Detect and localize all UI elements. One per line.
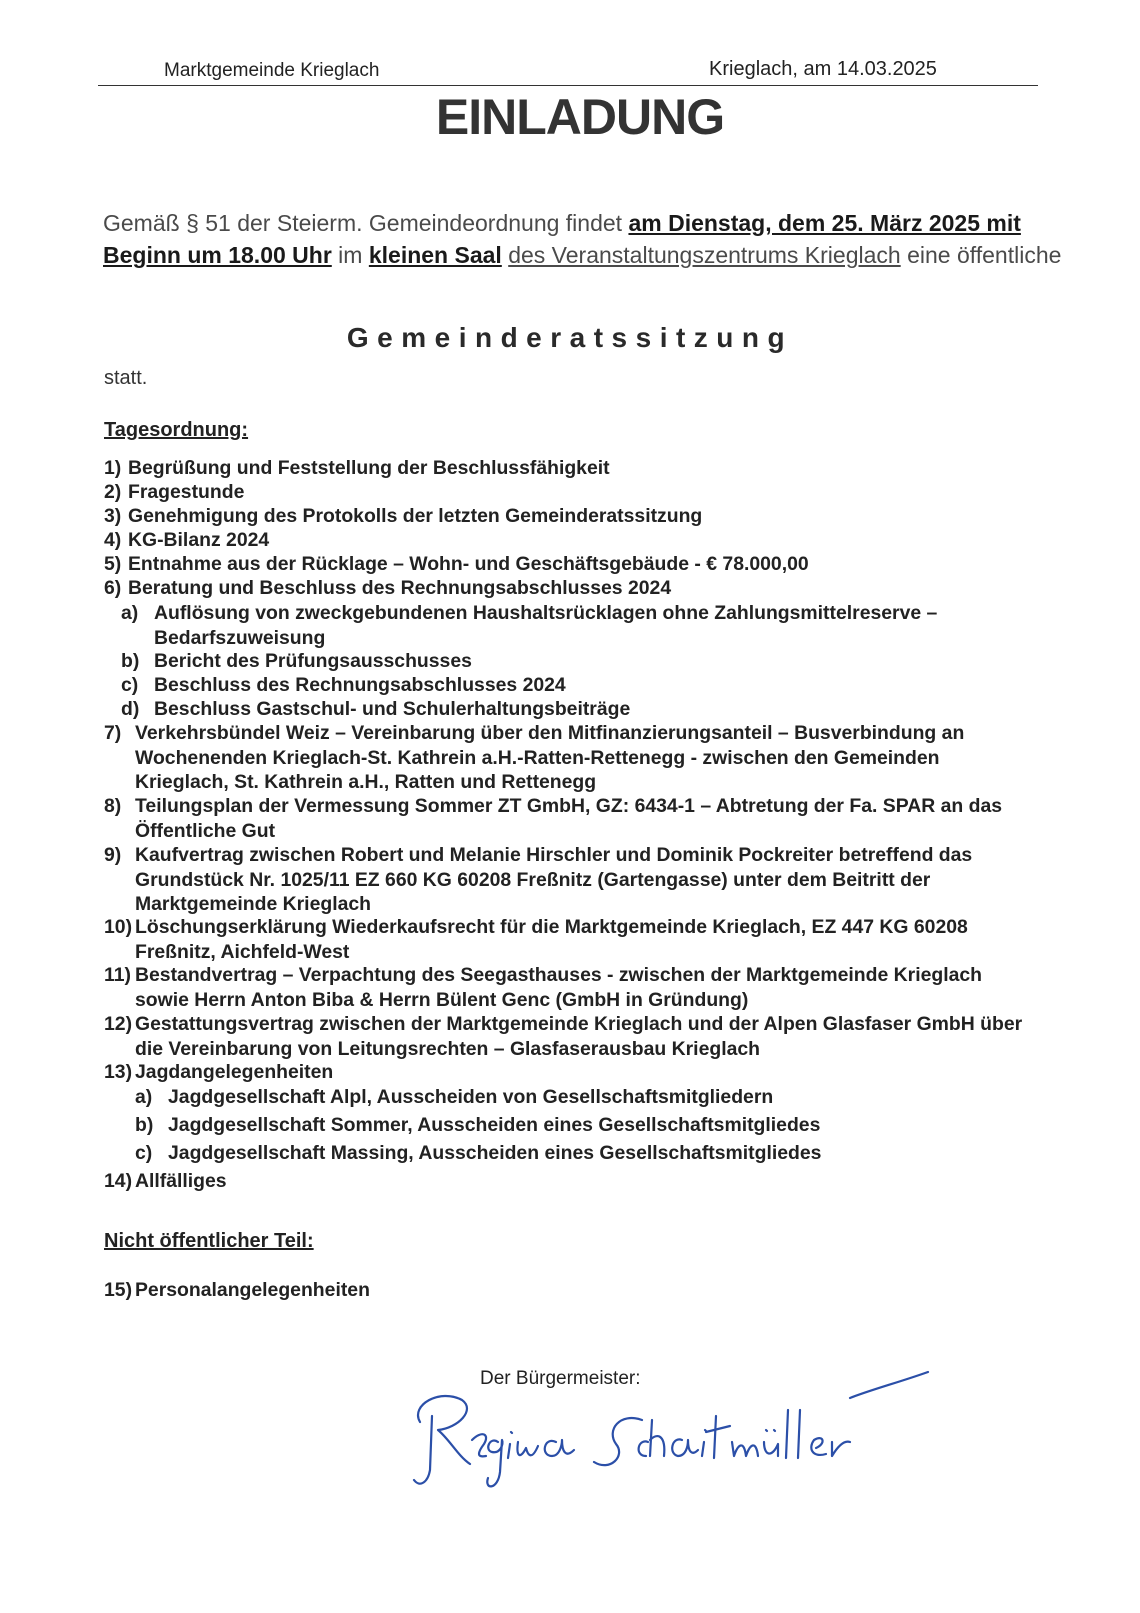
agenda-item-text: Beschluss Gastschul- und Schulerhaltungsbeiträge: [154, 698, 631, 720]
agenda-item-text: Begrüßung und Feststellung der Beschlussfähigkeit: [128, 457, 610, 479]
agenda-item-text: Jagdgesellschaft Sommer, Ausscheiden eines Gesellschaftsmitgliedes: [168, 1114, 821, 1136]
agenda-item-text: die Vereinbarung von Leitungsrechten – Glasfaserausbau Krieglach: [135, 1037, 760, 1060]
agenda-item-text: Bedarfszuweisung: [154, 626, 326, 649]
agenda-item-text: Jagdangelegenheiten: [135, 1061, 334, 1083]
meeting-venue: des Veranstaltungszentrums Krieglach: [508, 242, 901, 268]
agenda-item-text: Bericht des Prüfungsausschusses: [154, 650, 472, 672]
agenda-item-number: b): [121, 650, 140, 672]
agenda-item-text: Fragestunde: [128, 481, 245, 503]
intro-paragraph: [103, 207, 1063, 271]
intro-text-2: im: [331, 242, 369, 268]
agenda-item-text: Genehmigung des Protokolls der letzten Gemeinderatssitzung: [128, 505, 703, 527]
municipality-name: Marktgemeinde Krieglach: [164, 60, 380, 81]
agenda-item-text: Jagdgesellschaft Massing, Ausscheiden eines Gesellschaftsmitgliedes: [168, 1142, 822, 1164]
session-title: Gemeinderatssitzung: [346, 322, 794, 353]
agenda-item-text: Allfälliges: [135, 1170, 227, 1192]
non-public-heading: Nicht öffentlicher Teil:: [104, 1230, 314, 1252]
agenda-item-text: Öffentliche Gut: [135, 819, 276, 842]
meeting-date-time: am Dienstag, dem 25. März 2025 mit Beginn um 18.00 Uhr: [103, 210, 1021, 268]
agenda-item-number: 5): [104, 553, 122, 575]
agenda-item-text: Beratung und Beschluss des Rechnungsabschlusses 2024: [128, 577, 672, 599]
agenda-item-number: 8): [104, 795, 122, 817]
agenda-item-text: Entnahme aus der Rücklage – Wohn- und Geschäftsgebäude - € 78.000,00: [128, 553, 809, 575]
agenda-item-text: Jagdgesellschaft Alpl, Ausscheiden von Gesellschaftsmitgliedern: [168, 1086, 774, 1108]
agenda-item-text: Teilungsplan der Vermessung Sommer ZT GmbH, GZ: 6434-1 – Abtretung der Fa. SPAR an das: [135, 795, 1003, 817]
agenda-item-text: Marktgemeinde Krieglach: [135, 893, 371, 915]
agenda-item-text: sowie Herrn Anton Biba & Herrn Bülent Genc (GmbH in Gründung): [135, 988, 749, 1011]
place-date: Krieglach, am 14.03.2025: [709, 58, 937, 80]
agenda-item-number: b): [135, 1114, 154, 1136]
agenda-item-number: 11): [104, 964, 131, 986]
agenda-item-number: a): [121, 602, 139, 624]
meeting-room: kleinen Saal: [368, 242, 502, 268]
agenda-item-number: d): [121, 698, 140, 720]
agenda-item-number: 9): [104, 844, 122, 866]
agenda-item-text: Verkehrsbündel Weiz – Vereinbarung über den Mitfinanzierungsanteil – Busverbindung an: [135, 722, 965, 744]
signature-strokes: [414, 1372, 928, 1486]
signature-label: Der Bürgermeister:: [480, 1368, 641, 1389]
agenda-item-number: c): [121, 674, 139, 696]
agenda-item-text: Bestandvertrag – Verpachtung des Seegasthauses - zwischen der Marktgemeinde Krieglach: [135, 964, 983, 986]
agenda-item-number: 6): [104, 577, 122, 599]
agenda-item-number: 2): [104, 481, 122, 503]
agenda-item-number: 13): [104, 1061, 133, 1083]
agenda-heading: Tagesordnung:: [104, 419, 249, 441]
statt-text: statt.: [104, 367, 148, 389]
agenda-item-text: Löschungserklärung Wiederkaufsrecht für die Marktgemeinde Krieglach, EZ 447 KG 60208: [135, 916, 968, 938]
agenda-item-text: Beschluss des Rechnungsabschlusses 2024: [154, 674, 566, 696]
agenda-item-text: Wochenenden Krieglach-St. Kathrein a.H.-Ratten-Rettenegg - zwischen den Gemeinden: [135, 746, 940, 769]
header-rule: [98, 85, 1038, 86]
agenda-item-number: 1): [104, 457, 122, 479]
agenda-item-number: 7): [104, 722, 122, 744]
agenda-item-text: Grundstück Nr. 1025/11 EZ 660 KG 60208 Freßnitz (Gartengasse) unter dem Beitritt der: [135, 868, 931, 891]
intro-text-1: Gemäß § 51 der Steierm. Gemeindeordnung findet: [103, 210, 629, 236]
agenda-item-number: 3): [104, 505, 122, 527]
non-public-item-number: 15): [104, 1279, 133, 1301]
agenda-item-number: c): [135, 1142, 153, 1164]
non-public-item-text: Personalangelegenheiten: [135, 1279, 370, 1301]
agenda-item-text: Auflösung von zweckgebundenen Haushaltsrücklagen ohne Zahlungsmittelreserve –: [154, 602, 938, 624]
agenda-item-number: a): [135, 1086, 153, 1108]
agenda-item-number: 4): [104, 529, 122, 551]
agenda-item-number: 14): [104, 1170, 133, 1192]
handwritten-signature: [380, 1360, 950, 1510]
document-title: EINLADUNG: [435, 89, 725, 145]
agenda-item-text: Gestattungsvertrag zwischen der Marktgemeinde Krieglach und der Alpen Glasfaser GmbH über: [135, 1013, 1023, 1035]
agenda-item-number: 12): [104, 1013, 133, 1035]
agenda-item-number: 10): [104, 916, 133, 938]
agenda-item-text: Freßnitz, Aichfeld-West: [135, 940, 350, 963]
intro-text-4: eine öffentliche: [900, 242, 1062, 268]
agenda-item-text: KG-Bilanz 2024: [128, 529, 270, 551]
agenda-item-text: Krieglach, St. Kathrein a.H., Ratten und Rettenegg: [135, 771, 597, 793]
agenda-item-text: Kaufvertrag zwischen Robert und Melanie Hirschler und Dominik Pockreiter betreffend das: [135, 844, 973, 866]
